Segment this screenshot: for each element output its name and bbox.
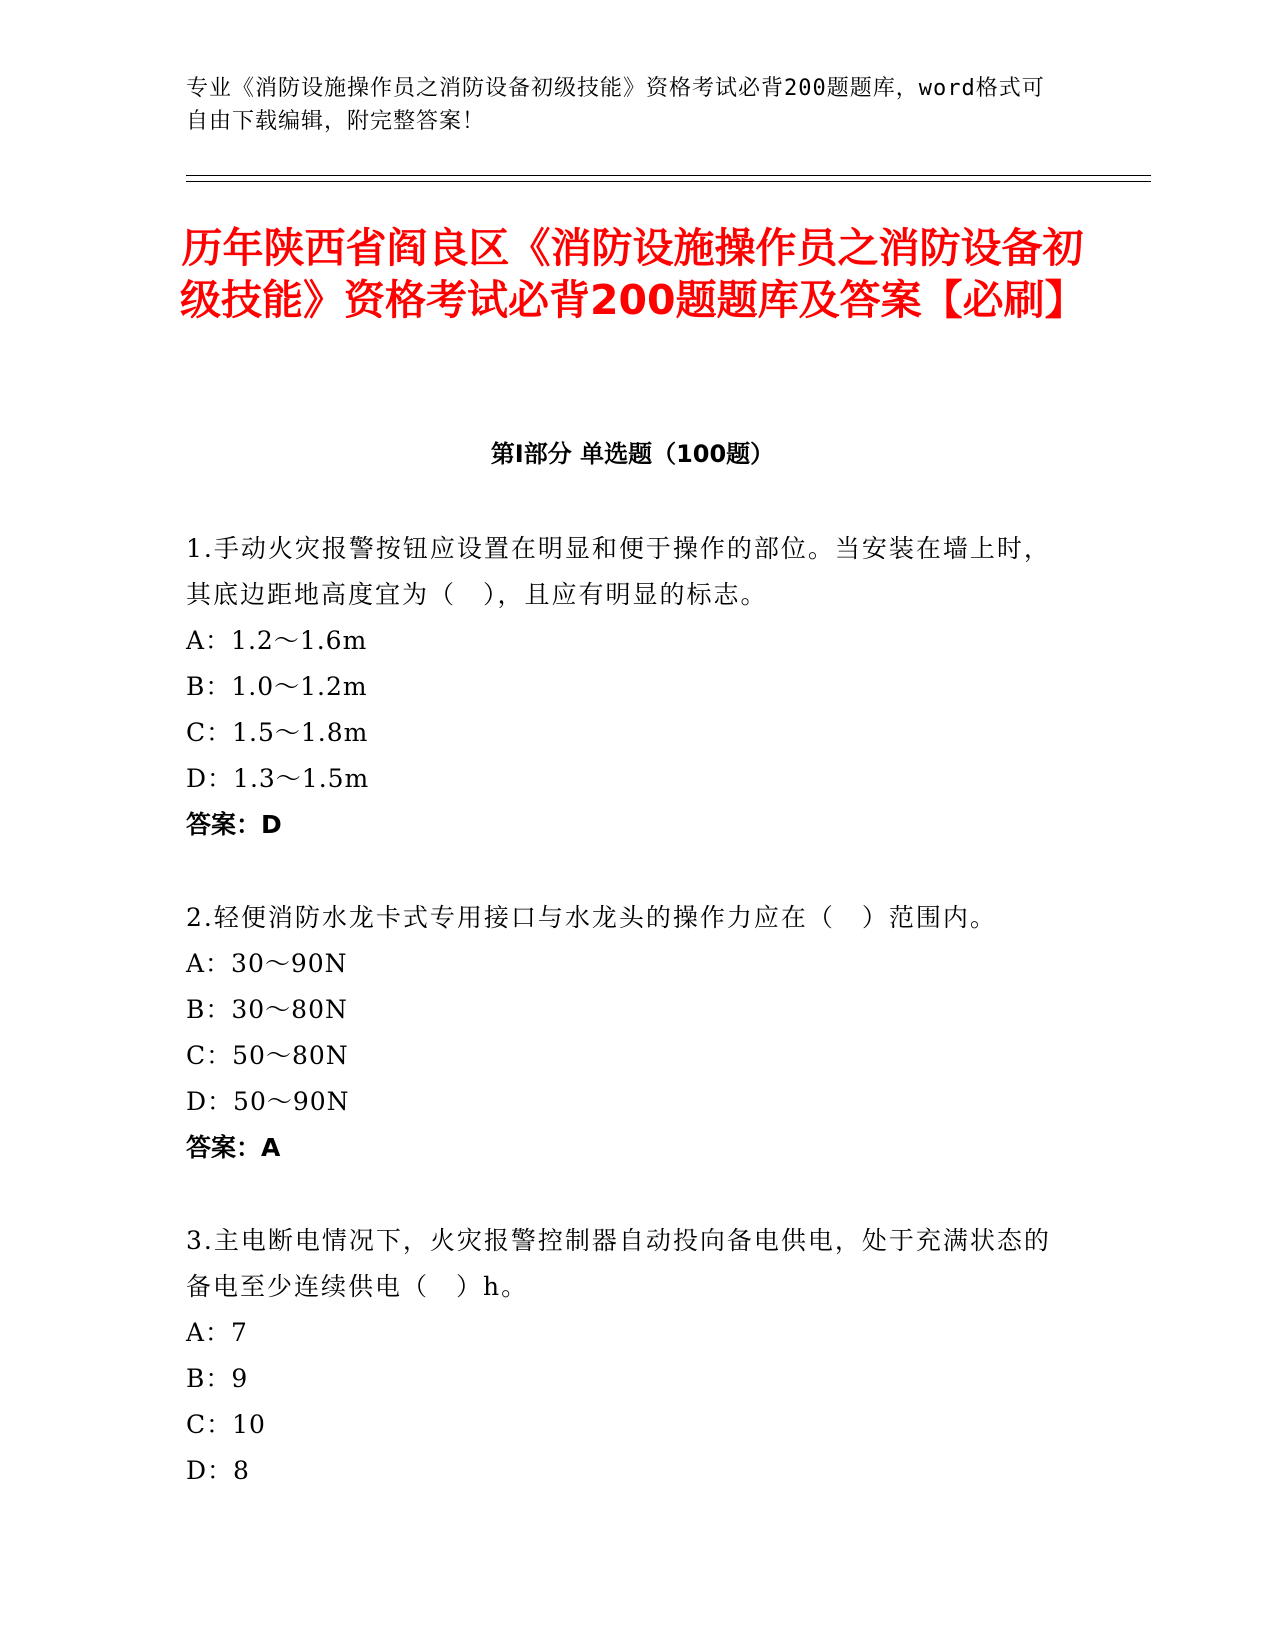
option-a: A：30～90N (186, 949, 348, 978)
question-list (186, 526, 1066, 1541)
answer: 答案：D (186, 810, 282, 839)
option-a: A：7 (186, 1318, 248, 1347)
option-b: B：30～80N (186, 995, 348, 1024)
answer: 答案：A (186, 1133, 281, 1162)
option-b: B：1.0～1.2m (186, 672, 368, 701)
option-c: C：1.5～1.8m (186, 718, 369, 747)
question-3 (186, 1218, 1066, 1494)
question-stem: 2.轻便消防水龙卡式专用接口与水龙头的操作力应在（ ）范围内。 (186, 903, 997, 932)
option-b: B：9 (186, 1364, 249, 1393)
option-c: C：10 (186, 1410, 266, 1439)
header-note: 专业《消防设施操作员之消防设备初级技能》资格考试必背200题题库，word格式可自由下载编辑，附完整答案！ (186, 76, 1045, 134)
question-2 (186, 895, 1066, 1171)
question-stem: 1.手动火灾报警按钮应设置在明显和便于操作的部位。当安装在墙上时，其底边距地高度宜为（ ），且应有明显的标志。 (186, 534, 1051, 609)
question-stem: 3.主电断电情况下，火灾报警控制器自动投向备电供电，处于充满状态的备电至少连续供电（ ）h。 (186, 1226, 1051, 1301)
document-title: 历年陕西省阎良区《消防设施操作员之消防设备初级技能》资格考试必背200题题库及答案【必刷】 (180, 224, 1086, 324)
header-divider-top (186, 175, 1151, 176)
option-d: D：8 (186, 1456, 250, 1485)
header-divider-bottom (186, 181, 1151, 182)
option-d: D：50～90N (186, 1087, 350, 1116)
question-1 (186, 526, 1066, 848)
option-c: C：50～80N (186, 1041, 349, 1070)
option-a: A：1.2～1.6m (186, 626, 368, 655)
option-d: D：1.3～1.5m (186, 764, 370, 793)
section-title: 第Ⅰ部分 单选题（100题） (490, 440, 775, 468)
